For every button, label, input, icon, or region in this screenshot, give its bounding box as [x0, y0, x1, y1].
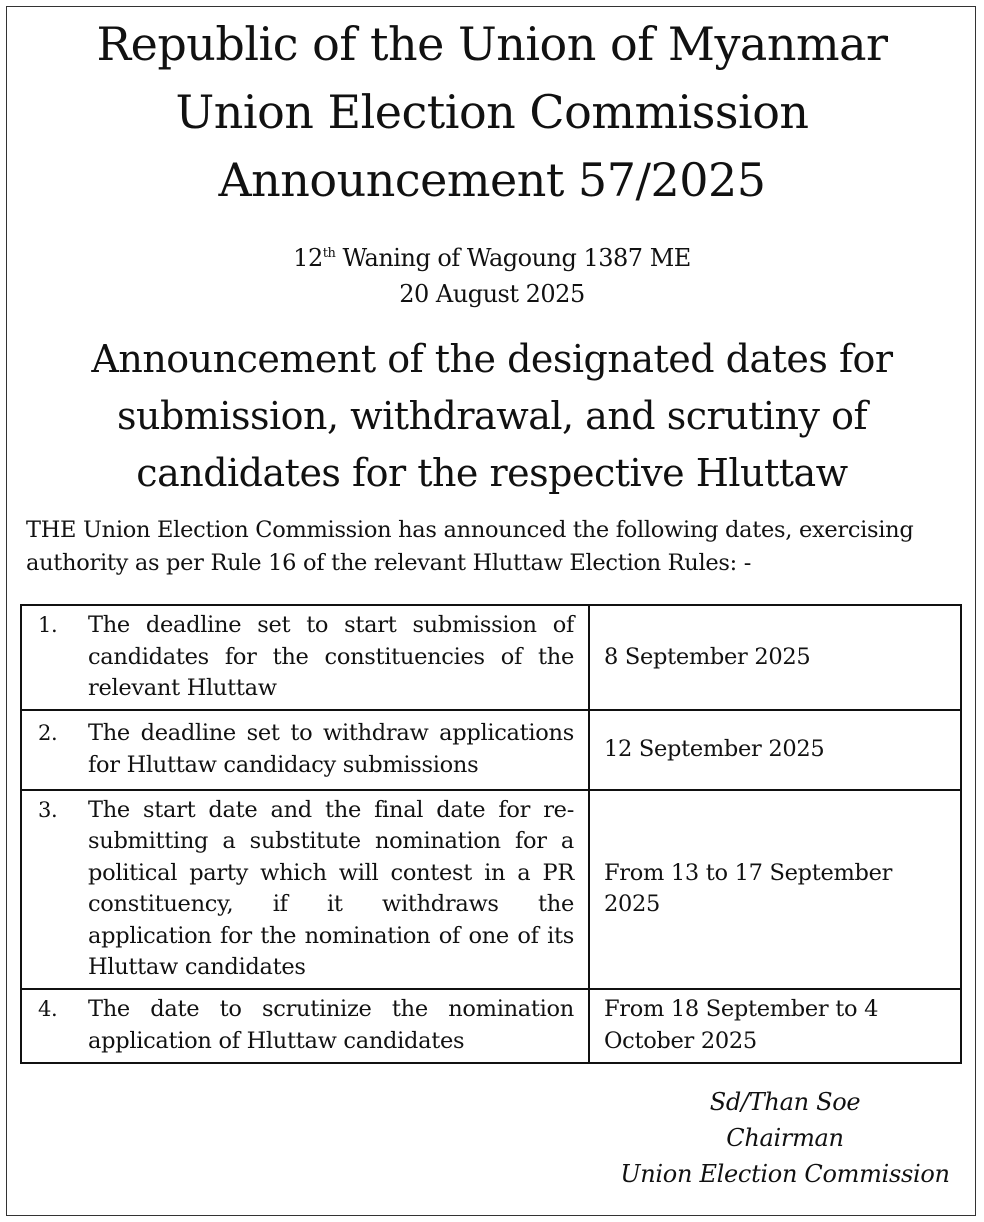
dates-table [20, 604, 962, 1064]
commission-heading: Union Election Commission [175, 85, 809, 139]
task-cell [21, 605, 589, 710]
date-text: 8 September 2025 [604, 643, 811, 670]
lunar-date-rest: Waning of Wagoung 1387 ME [335, 244, 691, 272]
table-row [21, 605, 961, 710]
intro-paragraph [26, 514, 972, 580]
task-text: The deadline set to withdraw applications for Hluttaw candidacy submissions [88, 720, 574, 778]
subject-line-1: Announcement of the designated dates for [91, 337, 893, 381]
intro-line-2: authority as per Rule 16 of the relevant Hluttaw Election Rules: - [26, 550, 752, 576]
date-cell [589, 605, 961, 710]
date-cell [589, 790, 961, 989]
intro-line-1: THE Union Election Commission has announced the following dates, exercising [26, 517, 914, 543]
gregorian-date: 20 August 2025 [399, 280, 585, 308]
signatory-title: Chairman [726, 1124, 844, 1152]
signature-block [620, 1084, 950, 1192]
row-number: 1. [38, 613, 58, 637]
date-text: From 13 to 17 September 2025 [604, 859, 893, 917]
announcement-number: Announcement 57/2025 [218, 153, 766, 207]
row-number: 3. [38, 797, 58, 822]
table-row [21, 790, 961, 989]
task-cell [21, 989, 589, 1063]
lunar-day-suffix: th [322, 246, 336, 261]
row-number: 2. [38, 721, 58, 745]
task-text: The date to scrutinize the nomination application of Hluttaw candidates [88, 996, 574, 1054]
task-cell [21, 710, 589, 790]
task-text: The start date and the final date for re-submitting a substitute nomination for a political party which will contest in a PR constituency, if it withdraws the application for the nomination of one of its Hluttaw candidates [88, 796, 574, 980]
subject-line-3: candidates for the respective Hluttaw [136, 451, 848, 495]
country-heading: Republic of the Union of Myanmar [96, 17, 888, 71]
date-text: From 18 September to 4 October 2025 [604, 996, 879, 1054]
signatory-name: Sd/Than Soe [709, 1088, 861, 1116]
subject-line-2: submission, withdrawal, and scrutiny of [116, 394, 868, 438]
lunar-day: 12 [293, 244, 323, 272]
lunar-date [0, 242, 984, 274]
signatory-organization: Union Election Commission [620, 1160, 950, 1188]
table-row [21, 989, 961, 1063]
date-text: 12 September 2025 [604, 735, 825, 762]
task-cell [21, 790, 589, 989]
table-row [21, 710, 961, 790]
task-text: The deadline set to start submission of candidates for the constituencies of the relevant Hluttaw [88, 612, 574, 701]
date-cell [589, 989, 961, 1063]
row-number: 4. [38, 997, 58, 1021]
date-cell [589, 710, 961, 790]
